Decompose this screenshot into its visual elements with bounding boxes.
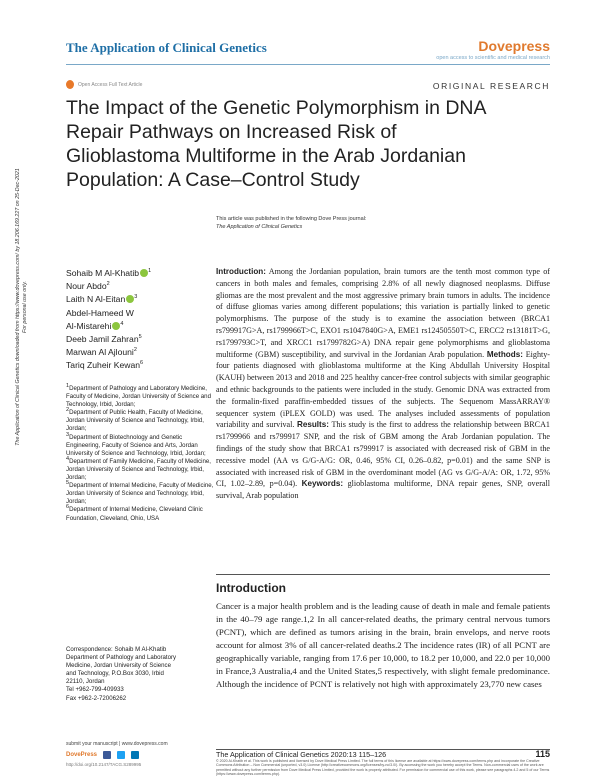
doi-link[interactable]: http://doi.org/10.2147/TACG.S289995 [66, 762, 142, 767]
affiliation: $^5$Department of Internal Medicine, Faculty of Medicine, Jordan University of Science and Technology, Irbid, Jordan; [66, 480, 214, 506]
footer-citation: The Application of Clinical Genetics 2020:13 115–126 [216, 750, 387, 759]
article-type: ORIGINAL RESEARCH [432, 81, 550, 91]
license-text: © 2020 Al-Khatib et al. This work is published and licensed by Dove Medical Press Limited. The full terms of this license are available at https://www.dovepress.com/terms.php and incorporate the Creative Commons Attribution – Non Commercial (unported, v3.0) License (http://creativecommons.org/licenses/by-nc/3.0/). By accessing the work you hereby accept the Terms. Non-commercial uses of the work are permitted without any further permission from Dove Medical Press Limited, provided the work is properly attributed. For permission for commercial use of this work, please see paragraphs 4.2 and 5 of our Terms (https://www.dovepress.com/terms.php). [216, 759, 550, 776]
author[interactable]: Nour Abdo$^2$ [66, 281, 110, 292]
publication-note [216, 215, 366, 231]
download-watermark-line2: For personal use only. [22, 281, 28, 334]
author-list [66, 267, 211, 373]
publisher-logo: Dovepress [478, 38, 550, 54]
header-divider [66, 64, 550, 65]
journal-title: The Application of Clinical Genetics [66, 40, 267, 55]
abstract-methods-text: Eighty-four patients diagnosed with glioblastoma multiforme at the King Abdullah University Hospital (KAUH) between 2013 and 2018 and 225 healthy cancer-free control subjects with similar geographic and ethnic backgrounds to the patients were included in the study. Genomic DNA was extracted from the formalin-fixed paraffin-embedded tissues of the subjects. The Sequenom MassARRAY® sequencer system (iPLEX GOLD) was used. The analyses included assessments of population variability and survival. [216, 349, 550, 430]
section-divider [216, 574, 550, 575]
author[interactable]: Marwan Al Ajlouni$^2$ [66, 347, 137, 358]
abstract-results-text: This study is the first to address the relationship between BRCA1 rs1799966 and rs799917 SNP, and the risk of GBM among the Arab Jordanian population. The findings of the study show that BRCA1 rs799917 is associated with decreased risk of GBM in the recessive model (AA vs G/G-A/G: OR, 0.46, 95% CI, 0.26–0.82, p=0.01) and the same SNP is associated with increased risk of GBM in the overdominant model (AG vs G/G-A/A: OR, 1.72, 95% CI, 1.02–2.89, p=0.04). [216, 420, 550, 489]
facebook-icon[interactable] [103, 751, 111, 759]
download-watermark [15, 27, 29, 587]
abstract [216, 266, 550, 502]
affiliation: $^4$Department of Family Medicine, Faculty of Medicine, Jordan University of Science and Technology, Irbid, Jordan; [66, 455, 211, 482]
introduction-heading: Introduction [216, 581, 286, 595]
open-access-badge [66, 80, 142, 89]
download-watermark-line1: The Application of Clinical Genetics downloaded from https://www.dovepress.com/ by 18.206.169.227 on 25-Dec-2021 [15, 168, 21, 446]
abstract-intro-text: Among the Jordanian population, brain tumors are the tenth most common type of cancers in both males and females, comprising 2.8% of all newly diagnosed neoplasms. Diffuse gliomas are the most prevalent and the most aggressive primary brain tumors in adults. The incidence of diffuse gliomas varies among different populations; this variation is partially linked to genetic polymorphisms. The purpose of the study is to examine the association between (BRCA1 rs799917G>A, rs1799966T>C, EXO1 rs1047840G>A, EME1 rs12450550T>C, ERCC2 rs13181T>G, rs1799793C>T, and XRCC1 rs1799782G>A) DNA repair gene polymorphisms and glioblastoma multiforme (GBM) susceptibility, and survival in the Jordanian Arab population. [216, 267, 550, 359]
affiliation: $^2$Department of Public Health, Faculty of Medicine, Jordan University of Science and Technology, Irbid, Jordan; [66, 407, 204, 433]
linkedin-icon[interactable] [131, 751, 139, 759]
footer-social [66, 741, 206, 767]
publisher-tagline: open access to scientific and medical research [436, 55, 550, 61]
abstract-keywords-label: Keywords: [301, 479, 344, 489]
publication-note-journal: The Application of Clinical Genetics [216, 224, 303, 230]
abstract-intro-label: Introduction: [216, 267, 266, 276]
page-number: 115 [535, 749, 550, 759]
affiliation: $^1$Department of Pathology and Laboratory Medicine, Faculty of Medicine, Jordan University of Science and Technology, Irbid, Jordan; [66, 382, 211, 409]
submit-manuscript-link[interactable]: submit your manuscript | www.dovepress.com [66, 741, 168, 747]
correspondence: Correspondence: Sohaib M Al-Khatib Department of Pathology and Laboratory Medicine, Jordan University of Science and Technology, P.O.Box 3030, Irbid 22110, Jordan Tel +962-799-409933 Fax +962-2-72006262 [66, 646, 177, 702]
author[interactable]: Abdel-Hameed W [66, 307, 134, 318]
abstract-methods-label: Methods: [486, 349, 523, 359]
open-access-label: Open Access Full Text Article [78, 81, 143, 88]
introduction-text: Cancer is a major health problem and is the leading cause of death in male and female patients in the 40–79 age range.1,2 In all cancer-related deaths, the primary central nervous tumors (PCNT), which are defined as tumors arising in the brain, brain envelops, and nerve roots account for almost 3% of all cancer-related deaths.2 The incidence rates (IR) of all PCNT are geographically variable, ranging from 17.6 per 10,000, to 18.2 per 10,000, and 22.0 per 10,000 in France,3 Australia,4 and the United States,5 respectively, with slight female predominance. Although the incidence of PCNT is relatively not high with approximately 23,770 new cases [216, 601, 550, 689]
author[interactable]: Tariq Zuheir Kewan$^6$ [66, 360, 144, 371]
affiliation: $^6$Department of Internal Medicine, Cleveland Clinic Foundation, Cleveland, Ohio, USA [66, 504, 203, 522]
orcid-icon[interactable] [140, 269, 148, 277]
author[interactable]: Laith N Al-Eitan $^3$ [66, 294, 138, 305]
author[interactable]: Sohaib M Al-Khatib $^1$ [66, 268, 152, 278]
dovepress-small-logo[interactable]: DovePress [66, 752, 98, 758]
author[interactable]: Deeb Jamil Zahran$^5$ [66, 334, 142, 345]
author[interactable]: Al-Mistarehi $^4$ [66, 320, 124, 331]
open-access-icon [66, 80, 74, 89]
publication-note-line1: This article was published in the following Dove Press journal: [216, 216, 367, 222]
abstract-results-label: Results: [297, 420, 329, 430]
affiliation: $^3$Department of Biotechnology and Genetic Engineering, Faculty of Science and Arts, Jordan University of Science and Technology, Irbid, Jordan; [66, 431, 206, 457]
abstract-keywords-text: glioblastoma multiforme, DNA repair genes, SNP, overall survival, Arab population [216, 479, 550, 501]
affiliations [66, 382, 216, 523]
twitter-icon[interactable] [117, 751, 125, 759]
article-title: The Impact of the Genetic Polymorphism in DNA Repair Pathways on Increased Risk of Glioblastoma Multiforme in the Arab Jordanian Population: A Case–Control Study [66, 97, 486, 191]
